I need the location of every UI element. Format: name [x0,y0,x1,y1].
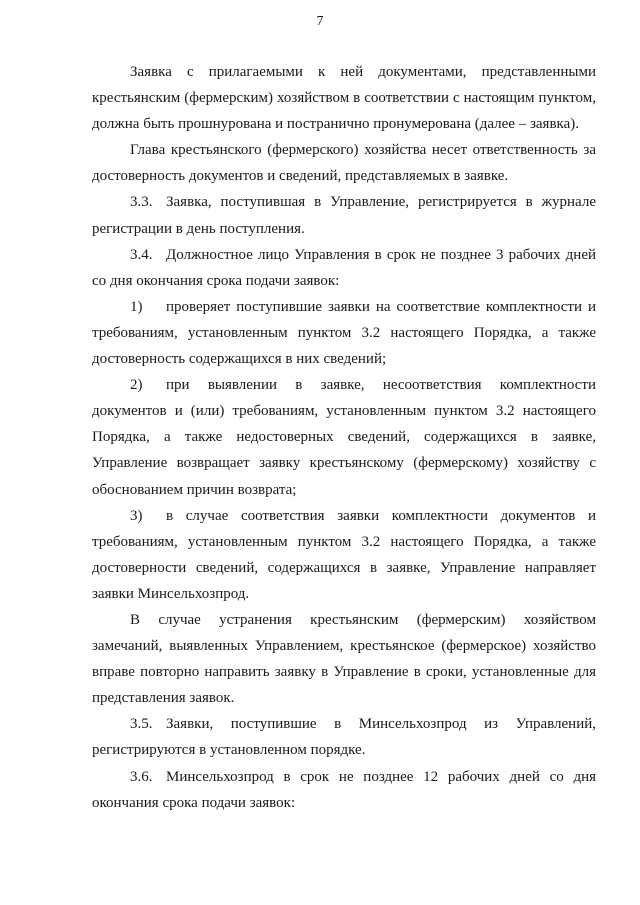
paragraph [92,137,596,189]
paragraph [92,189,596,241]
paragraph-text: Заявки, поступившие в Минсельхозпрод из Управлений, регистрируются в установленном порядке. [92,716,596,759]
list-item-text: проверяет поступившие заявки на соответствие комплектности и требованиям, установленным пунктом 3.2 настоящего Порядка, а также достоверность содержащихся в них сведений; [92,298,596,368]
paragraph [92,711,596,763]
list-item-number: 2) [130,377,143,394]
paragraph-number: 3.3. [130,194,153,211]
paragraph-text: В случае устранения крестьянским (фермерским) хозяйством замечаний, выявленных Управлением, крестьянское (фермерское) хозяйство вправе повторно направить заявку в Управление в сроки, установленные для представления заявок. [92,611,596,707]
page-number: 7 [316,14,324,29]
paragraph [92,242,596,294]
list-item [92,503,596,607]
paragraph-text: Должностное лицо Управления в срок не позднее 3 рабочих дней со дня окончания срока подачи заявок: [92,246,596,289]
list-item [92,294,596,372]
list-item-text: при выявлении в заявке, несоответствия комплектности документов и (или) требованиям, установленным пунктом 3.2 настоящего Порядка, а также недостоверных сведений, содержащихся в заявке, Управление возвращает заявку крестьянскому (фермерскому) хозяйству с обоснованием причин возврата; [92,377,596,498]
paragraph-text: Минсельхозпрод в срок не позднее 12 рабочих дней со дня окончания срока подачи заявок: [92,768,596,811]
paragraph-text: Глава крестьянского (фермерского) хозяйства несет ответственность за достоверность документов и сведений, представляемых в заявке. [92,142,596,185]
list-item [92,372,596,502]
paragraph-text: Заявка, поступившая в Управление, регистрируется в журнале регистрации в день поступления. [92,194,596,237]
paragraph [92,764,596,816]
paragraph-number: 3.5. [130,716,153,733]
paragraph-number: 3.4. [130,246,153,263]
paragraph-number: 3.6. [130,768,153,785]
list-item-text: в случае соответствия заявки комплектности документов и требованиям, установленным пунктом 3.2 настоящего Порядка, а также достоверности сведений, содержащихся в заявке, Управление направляет заявки Минсельхозпрод. [92,507,596,602]
paragraph [92,607,596,711]
paragraph-text: Заявка с прилагаемыми к ней документами, представленными крестьянским (фермерским) хозяйством в соответствии с настоящим пунктом, должна быть прошнурована и постранично пронумерована (далее – заявка). [92,64,596,133]
paragraph [92,59,596,137]
list-item-number: 1) [130,298,143,315]
document-body [92,59,596,816]
list-item-number: 3) [130,507,143,524]
